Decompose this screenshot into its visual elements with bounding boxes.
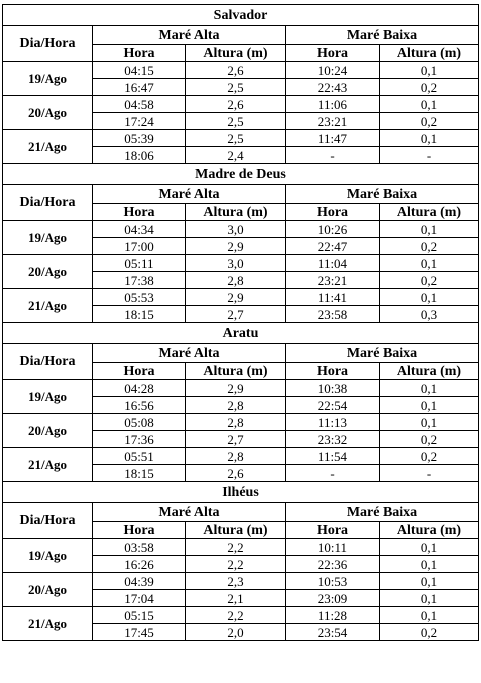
- alta-altura-cell: 2,8: [186, 397, 286, 414]
- alta-hora-cell: 04:34: [93, 221, 186, 238]
- baixa-hora-cell: -: [286, 465, 380, 482]
- baixa-hora-cell: 11:04: [286, 255, 380, 272]
- alta-hora-cell: 05:53: [93, 289, 186, 306]
- baixa-altura-cell: 0,1: [380, 130, 479, 147]
- location-title: Madre de Deus: [3, 164, 479, 185]
- alta-hora-cell: 17:24: [93, 113, 186, 130]
- alta-hora-cell: 17:36: [93, 431, 186, 448]
- alta-hora-cell: 05:51: [93, 448, 186, 465]
- baixa-altura-cell: 0,1: [380, 539, 479, 556]
- location-title: Aratu: [3, 323, 479, 344]
- alta-altura-cell: 2,7: [186, 306, 286, 323]
- location-header-row: [3, 5, 479, 26]
- tide-table-body: [3, 5, 479, 641]
- location-title: Salvador: [3, 5, 479, 26]
- alta-altura-cell: 2,4: [186, 147, 286, 164]
- alta-altura-header: Altura (m): [186, 522, 286, 539]
- baixa-hora-cell: 23:09: [286, 590, 380, 607]
- day-label: 21/Ago: [3, 448, 93, 482]
- alta-hora-cell: 04:39: [93, 573, 186, 590]
- day-label: 19/Ago: [3, 380, 93, 414]
- baixa-altura-cell: 0,2: [380, 624, 479, 641]
- baixa-altura-cell: 0,1: [380, 289, 479, 306]
- mare-alta-header: Maré Alta: [93, 185, 286, 204]
- alta-hora-cell: 04:58: [93, 96, 186, 113]
- day-label: 20/Ago: [3, 255, 93, 289]
- alta-altura-header: Altura (m): [186, 204, 286, 221]
- column-group-header-row: [3, 185, 479, 204]
- alta-hora-header: Hora: [93, 522, 186, 539]
- baixa-altura-cell: 0,1: [380, 380, 479, 397]
- mare-baixa-header: Maré Baixa: [286, 26, 479, 45]
- baixa-altura-cell: 0,2: [380, 448, 479, 465]
- alta-hora-cell: 18:15: [93, 306, 186, 323]
- alta-altura-cell: 2,2: [186, 607, 286, 624]
- table-row: [3, 414, 479, 431]
- baixa-hora-cell: 11:41: [286, 289, 380, 306]
- mare-alta-header: Maré Alta: [93, 503, 286, 522]
- location-header-row: [3, 323, 479, 344]
- baixa-hora-cell: 23:21: [286, 113, 380, 130]
- baixa-altura-cell: 0,1: [380, 607, 479, 624]
- alta-altura-cell: 2,3: [186, 573, 286, 590]
- baixa-altura-cell: 0,1: [380, 62, 479, 79]
- day-label: 19/Ago: [3, 221, 93, 255]
- tide-document: [2, 4, 479, 641]
- alta-hora-cell: 05:15: [93, 607, 186, 624]
- alta-altura-cell: 2,6: [186, 96, 286, 113]
- baixa-hora-cell: 11:28: [286, 607, 380, 624]
- alta-altura-cell: 2,5: [186, 113, 286, 130]
- baixa-altura-cell: 0,2: [380, 79, 479, 96]
- alta-altura-cell: 2,9: [186, 238, 286, 255]
- dia-hora-header: Dia/Hora: [3, 503, 93, 539]
- location-header-row: [3, 482, 479, 503]
- alta-hora-cell: 16:26: [93, 556, 186, 573]
- mare-alta-header: Maré Alta: [93, 344, 286, 363]
- alta-hora-cell: 17:00: [93, 238, 186, 255]
- table-row: [3, 573, 479, 590]
- location-header-row: [3, 164, 479, 185]
- alta-hora-cell: 16:47: [93, 79, 186, 96]
- alta-altura-cell: 2,8: [186, 272, 286, 289]
- baixa-altura-cell: 0,1: [380, 255, 479, 272]
- baixa-hora-cell: 22:43: [286, 79, 380, 96]
- baixa-altura-cell: 0,3: [380, 306, 479, 323]
- table-row: [3, 448, 479, 465]
- table-row: [3, 539, 479, 556]
- baixa-hora-cell: 10:38: [286, 380, 380, 397]
- baixa-hora-header: Hora: [286, 45, 380, 62]
- mare-baixa-header: Maré Baixa: [286, 185, 479, 204]
- baixa-hora-cell: 23:21: [286, 272, 380, 289]
- alta-altura-cell: 2,6: [186, 465, 286, 482]
- baixa-hora-cell: 11:13: [286, 414, 380, 431]
- mare-baixa-header: Maré Baixa: [286, 344, 479, 363]
- table-row: [3, 62, 479, 79]
- alta-altura-cell: 2,0: [186, 624, 286, 641]
- baixa-hora-cell: 22:47: [286, 238, 380, 255]
- table-row: [3, 130, 479, 147]
- alta-hora-cell: 17:38: [93, 272, 186, 289]
- alta-altura-cell: 2,5: [186, 79, 286, 96]
- baixa-hora-cell: 10:53: [286, 573, 380, 590]
- table-row: [3, 607, 479, 624]
- day-label: 19/Ago: [3, 539, 93, 573]
- day-label: 20/Ago: [3, 414, 93, 448]
- alta-hora-cell: 05:11: [93, 255, 186, 272]
- alta-altura-cell: 2,1: [186, 590, 286, 607]
- baixa-altura-cell: 0,2: [380, 431, 479, 448]
- location-title: Ilhéus: [3, 482, 479, 503]
- table-row: [3, 255, 479, 272]
- baixa-altura-cell: 0,2: [380, 238, 479, 255]
- alta-hora-header: Hora: [93, 45, 186, 62]
- baixa-hora-header: Hora: [286, 522, 380, 539]
- alta-hora-cell: 17:04: [93, 590, 186, 607]
- baixa-altura-cell: 0,1: [380, 221, 479, 238]
- day-label: 21/Ago: [3, 289, 93, 323]
- baixa-hora-cell: 23:58: [286, 306, 380, 323]
- alta-hora-cell: 03:58: [93, 539, 186, 556]
- column-group-header-row: [3, 344, 479, 363]
- mare-alta-header: Maré Alta: [93, 26, 286, 45]
- baixa-hora-header: Hora: [286, 204, 380, 221]
- alta-altura-cell: 2,8: [186, 448, 286, 465]
- baixa-altura-cell: 0,1: [380, 573, 479, 590]
- baixa-hora-cell: 22:54: [286, 397, 380, 414]
- day-label: 20/Ago: [3, 96, 93, 130]
- baixa-hora-cell: -: [286, 147, 380, 164]
- baixa-altura-cell: 0,1: [380, 590, 479, 607]
- alta-altura-cell: 2,5: [186, 130, 286, 147]
- baixa-altura-header: Altura (m): [380, 363, 479, 380]
- table-row: [3, 289, 479, 306]
- alta-altura-cell: 2,6: [186, 62, 286, 79]
- baixa-hora-cell: 23:32: [286, 431, 380, 448]
- baixa-altura-cell: -: [380, 465, 479, 482]
- table-row: [3, 96, 479, 113]
- baixa-hora-cell: 22:36: [286, 556, 380, 573]
- alta-altura-header: Altura (m): [186, 45, 286, 62]
- dia-hora-header: Dia/Hora: [3, 185, 93, 221]
- baixa-altura-header: Altura (m): [380, 204, 479, 221]
- baixa-altura-header: Altura (m): [380, 522, 479, 539]
- alta-hora-cell: 17:45: [93, 624, 186, 641]
- baixa-hora-cell: 10:24: [286, 62, 380, 79]
- baixa-hora-header: Hora: [286, 363, 380, 380]
- mare-baixa-header: Maré Baixa: [286, 503, 479, 522]
- alta-altura-cell: 3,0: [186, 255, 286, 272]
- dia-hora-header: Dia/Hora: [3, 26, 93, 62]
- baixa-hora-cell: 23:54: [286, 624, 380, 641]
- baixa-hora-cell: 11:06: [286, 96, 380, 113]
- baixa-altura-cell: -: [380, 147, 479, 164]
- day-label: 21/Ago: [3, 607, 93, 641]
- baixa-altura-cell: 0,1: [380, 397, 479, 414]
- day-label: 20/Ago: [3, 573, 93, 607]
- baixa-hora-cell: 10:11: [286, 539, 380, 556]
- dia-hora-header: Dia/Hora: [3, 344, 93, 380]
- column-group-header-row: [3, 26, 479, 45]
- column-group-header-row: [3, 503, 479, 522]
- alta-hora-cell: 18:06: [93, 147, 186, 164]
- alta-altura-cell: 2,8: [186, 414, 286, 431]
- alta-hora-cell: 04:28: [93, 380, 186, 397]
- alta-altura-cell: 3,0: [186, 221, 286, 238]
- alta-altura-cell: 2,9: [186, 289, 286, 306]
- baixa-altura-cell: 0,1: [380, 556, 479, 573]
- alta-altura-cell: 2,9: [186, 380, 286, 397]
- baixa-hora-cell: 11:47: [286, 130, 380, 147]
- alta-altura-cell: 2,2: [186, 539, 286, 556]
- baixa-altura-cell: 0,2: [380, 272, 479, 289]
- alta-altura-header: Altura (m): [186, 363, 286, 380]
- day-label: 19/Ago: [3, 62, 93, 96]
- tide-table: [2, 4, 479, 641]
- alta-altura-cell: 2,2: [186, 556, 286, 573]
- table-row: [3, 221, 479, 238]
- alta-hora-header: Hora: [93, 204, 186, 221]
- alta-hora-cell: 05:39: [93, 130, 186, 147]
- alta-hora-header: Hora: [93, 363, 186, 380]
- baixa-altura-cell: 0,2: [380, 113, 479, 130]
- baixa-hora-cell: 11:54: [286, 448, 380, 465]
- alta-altura-cell: 2,7: [186, 431, 286, 448]
- alta-hora-cell: 04:15: [93, 62, 186, 79]
- baixa-altura-cell: 0,1: [380, 414, 479, 431]
- baixa-altura-cell: 0,1: [380, 96, 479, 113]
- baixa-hora-cell: 10:26: [286, 221, 380, 238]
- alta-hora-cell: 05:08: [93, 414, 186, 431]
- table-row: [3, 380, 479, 397]
- alta-hora-cell: 18:15: [93, 465, 186, 482]
- day-label: 21/Ago: [3, 130, 93, 164]
- alta-hora-cell: 16:56: [93, 397, 186, 414]
- baixa-altura-header: Altura (m): [380, 45, 479, 62]
